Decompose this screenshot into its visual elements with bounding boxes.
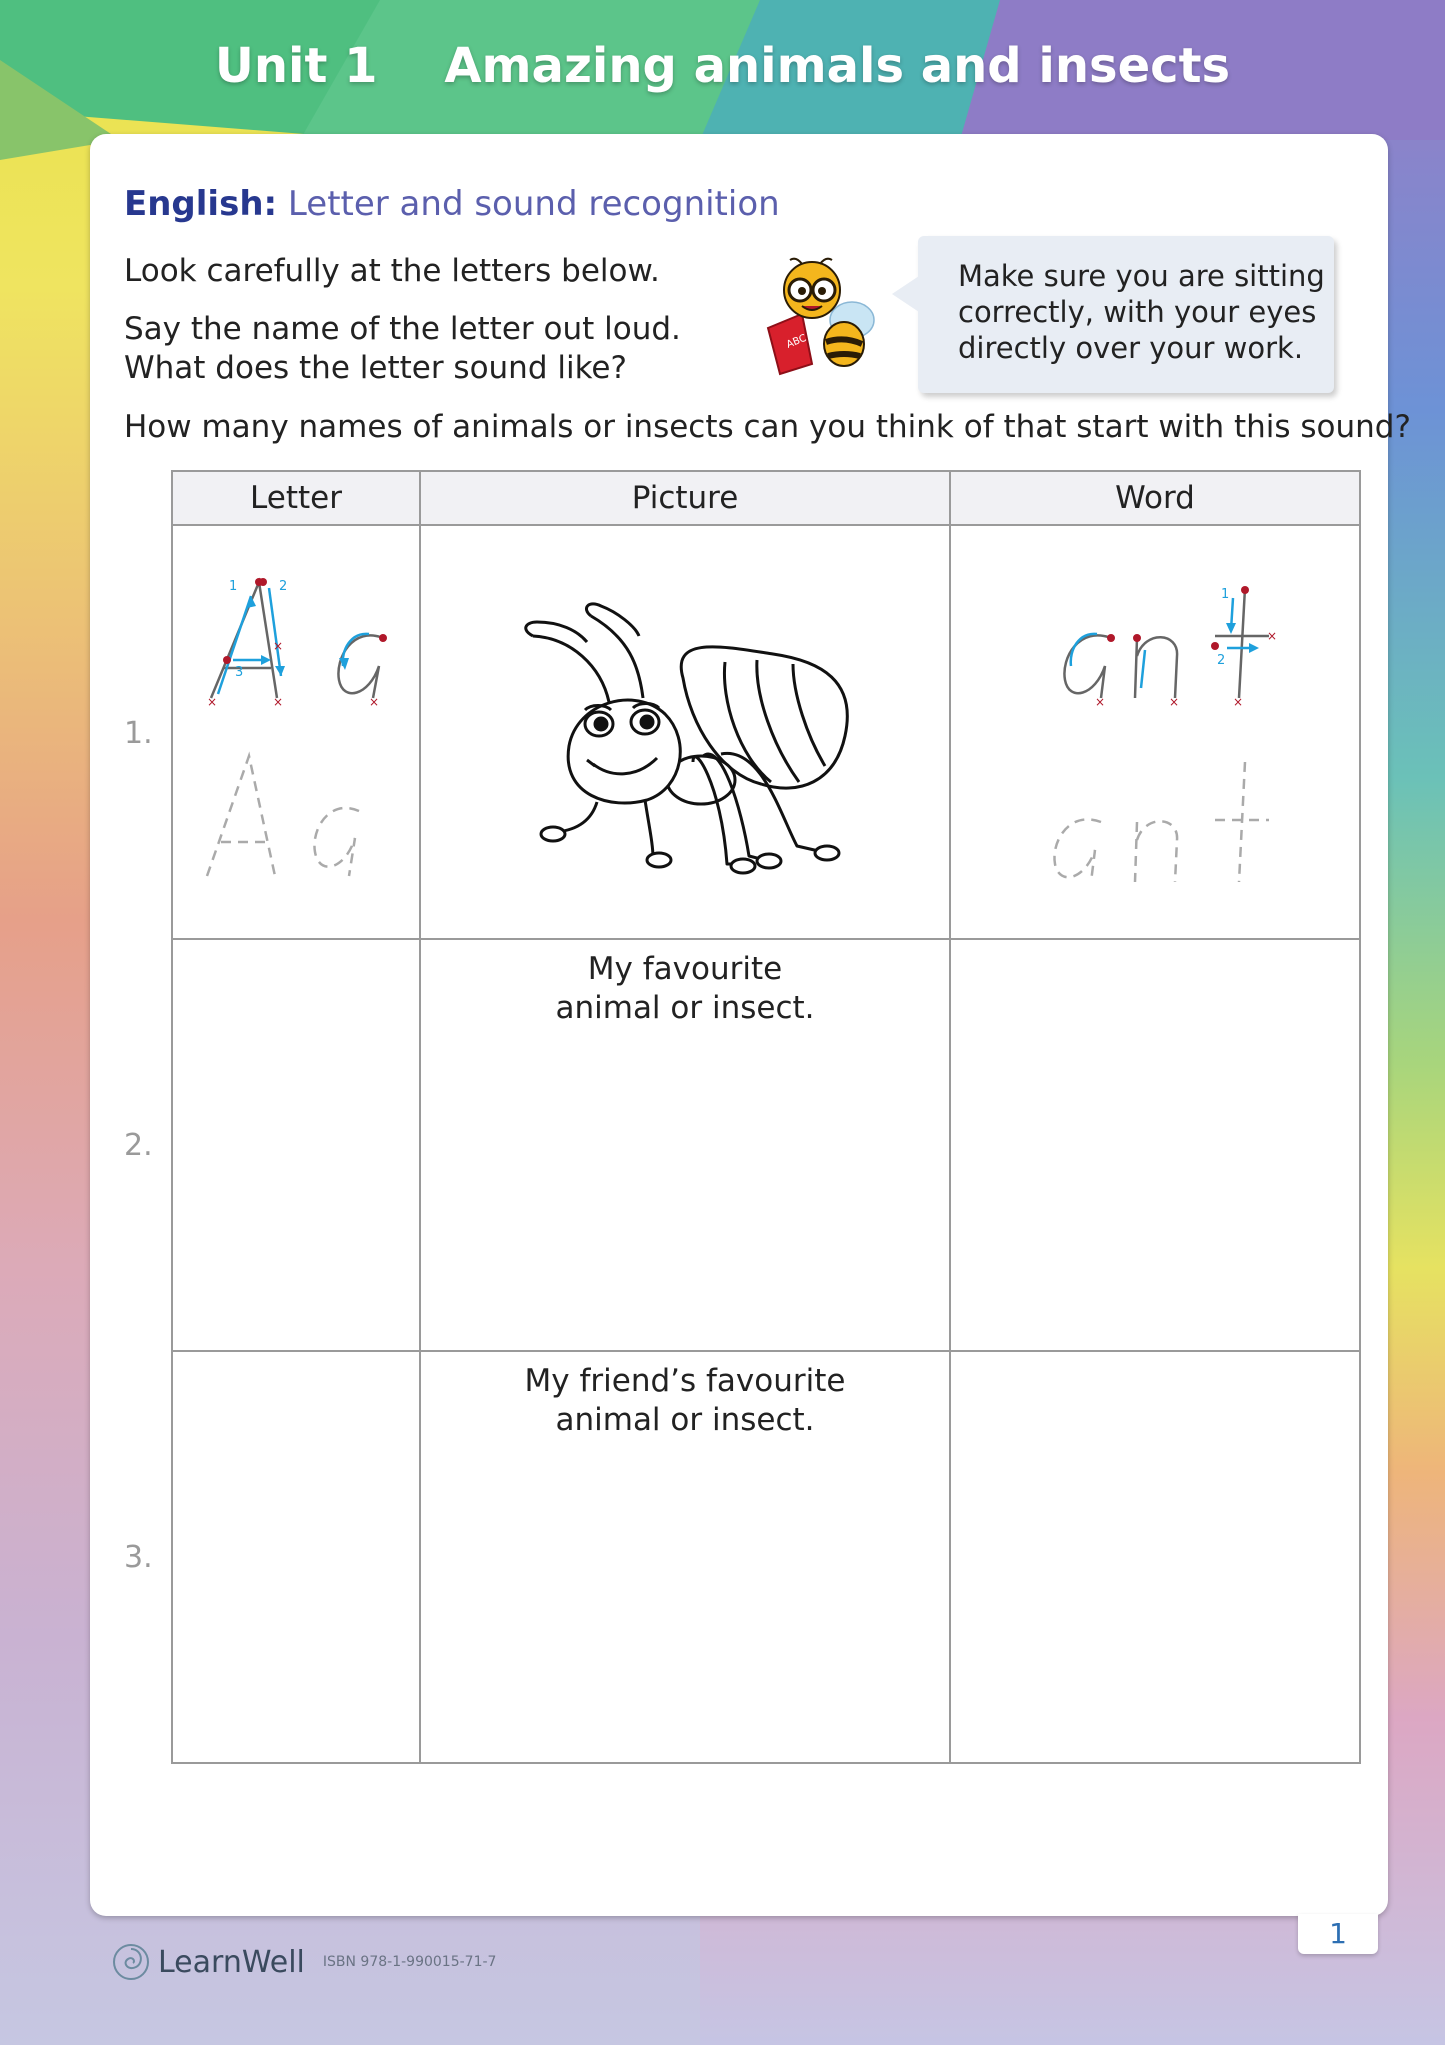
instruction-say: Say the name of the letter out loud. — [124, 311, 681, 347]
word-cell-2[interactable] — [950, 939, 1360, 1351]
subject-label: English: — [124, 184, 278, 224]
picture-cell-3[interactable] — [420, 1351, 950, 1763]
page-number: 1 — [1298, 1914, 1378, 1954]
favourite-caption — [421, 950, 949, 1028]
unit-title: Unit 1 Amazing animals and insects — [214, 38, 1231, 94]
instruction-look: Look carefully at the letters below. — [124, 253, 660, 289]
topic-label: Letter and sound recognition — [277, 184, 780, 224]
svg-text:×: × — [1267, 629, 1278, 643]
instruction-sound: What does the letter sound like? — [124, 350, 627, 386]
learnwell-logo-icon — [112, 1943, 150, 1981]
table-row — [172, 939, 1360, 1351]
svg-text:×: × — [1095, 695, 1106, 709]
stroke-number: 1 — [1221, 587, 1230, 602]
word-cell-3[interactable] — [950, 1351, 1360, 1763]
letter-a-tracing — [173, 526, 419, 934]
picture-cell-1 — [420, 525, 950, 939]
table-row — [172, 525, 1360, 939]
letter-cell-2[interactable] — [172, 939, 420, 1351]
letter-picture-word-table — [171, 470, 1361, 1764]
ant-word-model — [1064, 586, 1277, 709]
friend-favourite-caption — [421, 1362, 949, 1440]
tip-text: Make sure you are sitting correctly, with your eyes directly over your work. — [958, 259, 1325, 365]
stroke-number: 1 — [229, 579, 238, 594]
brand-name: LearnWell — [158, 1944, 305, 1980]
isbn: ISBN 978-1-990015-71-7 — [322, 1954, 497, 1970]
picture-cell-2[interactable] — [420, 939, 950, 1351]
row-number: 1. — [124, 716, 153, 751]
table-row — [172, 1351, 1360, 1763]
header-letter: Letter — [172, 471, 420, 525]
svg-text:×: × — [369, 695, 380, 709]
book-label: ABC — [785, 332, 809, 351]
row-number: 3. — [124, 1540, 153, 1575]
caption-line: My favourite — [587, 951, 783, 987]
svg-text:×: × — [207, 695, 218, 709]
letter-cell-3[interactable] — [172, 1351, 420, 1763]
letter-cell-1 — [172, 525, 420, 939]
section-heading — [124, 184, 780, 224]
lowercase-a-model — [338, 634, 387, 709]
header-picture: Picture — [420, 471, 950, 525]
ant-dashed-practice — [1054, 762, 1269, 882]
bubble-tail-icon — [892, 274, 922, 314]
instruction-how-many: How many names of animals or insects can you think of that start with this sound? — [124, 409, 1411, 445]
caption-line: animal or insect. — [555, 1402, 815, 1438]
uppercase-a-model — [207, 578, 287, 709]
svg-text:×: × — [273, 639, 284, 653]
word-ant-tracing — [951, 526, 1359, 934]
svg-text:×: × — [273, 695, 284, 709]
tip-speech-bubble — [918, 236, 1334, 393]
bee-mascot-icon — [762, 256, 886, 382]
row-number: 2. — [124, 1128, 153, 1163]
dashed-practice-letters — [207, 756, 359, 876]
word-cell-1 — [950, 525, 1360, 939]
table-header-row — [172, 471, 1360, 525]
publisher-brand — [112, 1943, 496, 1981]
header-word: Word — [950, 471, 1360, 525]
stroke-number: 2 — [279, 579, 288, 594]
svg-text:×: × — [1233, 695, 1244, 709]
stroke-number: 2 — [1217, 653, 1226, 668]
ant-illustration-icon — [421, 526, 949, 934]
caption-line: animal or insect. — [555, 990, 815, 1026]
svg-text:×: × — [1169, 695, 1180, 709]
stroke-number: 3 — [235, 665, 244, 680]
caption-line: My friend’s favourite — [524, 1363, 846, 1399]
